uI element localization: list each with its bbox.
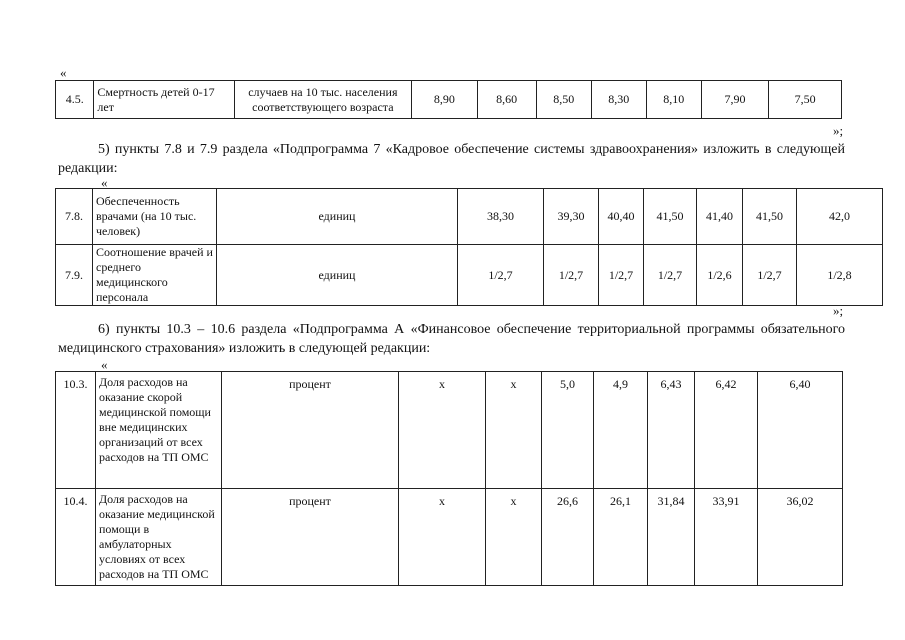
value-cell: 8,10 — [646, 81, 701, 119]
close-quote: »; — [833, 303, 844, 318]
value-cell: х — [399, 489, 486, 586]
table-row — [56, 245, 883, 306]
value-cell: 8,30 — [591, 81, 646, 119]
value-cell: 33,91 — [695, 489, 758, 586]
row-number: 10.3. — [56, 372, 96, 489]
close-quote: »; — [833, 123, 844, 138]
value-cell: 1/2,6 — [697, 245, 743, 306]
value-cell: 41,50 — [644, 189, 697, 245]
value-cell: 6,40 — [758, 372, 843, 489]
value-cell: 41,50 — [743, 189, 797, 245]
value-cell: 1/2,7 — [544, 245, 599, 306]
row-number: 4.5. — [56, 81, 94, 119]
unit-cell: единиц — [217, 245, 458, 306]
table-indicator-4-5 — [55, 80, 842, 119]
table-row — [56, 81, 842, 119]
unit-cell: процент — [222, 372, 399, 489]
unit-cell: процент — [222, 489, 399, 586]
table-row — [56, 372, 843, 489]
value-cell: 6,43 — [648, 372, 695, 489]
indicator-name: Обеспеченность врачами (на 10 тыс. человек) — [93, 189, 217, 245]
value-cell: 1/2,7 — [458, 245, 544, 306]
unit-cell: случаев на 10 тыс. населения соответствующего возраста — [234, 81, 412, 119]
table-row — [56, 189, 883, 245]
value-cell: 7,90 — [701, 81, 768, 119]
indicator-name: Доля расходов на оказание медицинской помощи в амбулаторных условиях от всех расходов на ТП ОМС — [96, 489, 222, 586]
value-cell: х — [486, 489, 542, 586]
value-cell: 36,02 — [758, 489, 843, 586]
value-cell: 6,42 — [695, 372, 758, 489]
value-cell: 8,50 — [536, 81, 591, 119]
value-cell: 26,1 — [594, 489, 648, 586]
value-cell: 42,0 — [797, 189, 883, 245]
value-cell: 31,84 — [648, 489, 695, 586]
value-cell: 38,30 — [458, 189, 544, 245]
value-cell: 41,40 — [697, 189, 743, 245]
value-cell: 39,30 — [544, 189, 599, 245]
value-cell: 8,90 — [412, 81, 477, 119]
amendment-paragraph-6: 6) пункты 10.3 – 10.6 раздела «Подпрограмма А «Финансовое обеспечение территориальной программы обязательного медицинского страхования» изложить в следующей редакции: — [58, 322, 845, 356]
value-cell: 7,50 — [769, 81, 842, 119]
amendment-paragraph-5: 5) пункты 7.8 и 7.9 раздела «Подпрограмма 7 «Кадровое обеспечение системы здравоохранения» изложить в следующей редакции: — [58, 142, 845, 176]
value-cell: 5,0 — [542, 372, 594, 489]
value-cell: 8,60 — [477, 81, 536, 119]
row-number: 7.8. — [56, 189, 93, 245]
indicator-name: Смертность детей 0-17 лет — [94, 81, 234, 119]
unit-cell: единиц — [217, 189, 458, 245]
value-cell: 26,6 — [542, 489, 594, 586]
indicator-name: Доля расходов на оказание скорой медицинской помощи вне медицинских организаций от всех расходов на ТП ОМС — [96, 372, 222, 489]
table-indicators-10 — [55, 371, 843, 586]
value-cell: 1/2,8 — [797, 245, 883, 306]
table-row — [56, 489, 843, 586]
value-cell: х — [399, 372, 486, 489]
value-cell: 1/2,7 — [743, 245, 797, 306]
value-cell: 4,9 — [594, 372, 648, 489]
row-number: 10.4. — [56, 489, 96, 586]
value-cell: х — [486, 372, 542, 489]
value-cell: 1/2,7 — [644, 245, 697, 306]
row-number: 7.9. — [56, 245, 93, 306]
open-quote: « — [60, 65, 67, 80]
open-quote: « — [101, 357, 108, 372]
value-cell: 1/2,7 — [599, 245, 644, 306]
open-quote: « — [101, 175, 108, 190]
table-indicators-7 — [55, 188, 883, 306]
value-cell: 40,40 — [599, 189, 644, 245]
indicator-name: Соотношение врачей и среднего медицинского персонала — [93, 245, 217, 306]
